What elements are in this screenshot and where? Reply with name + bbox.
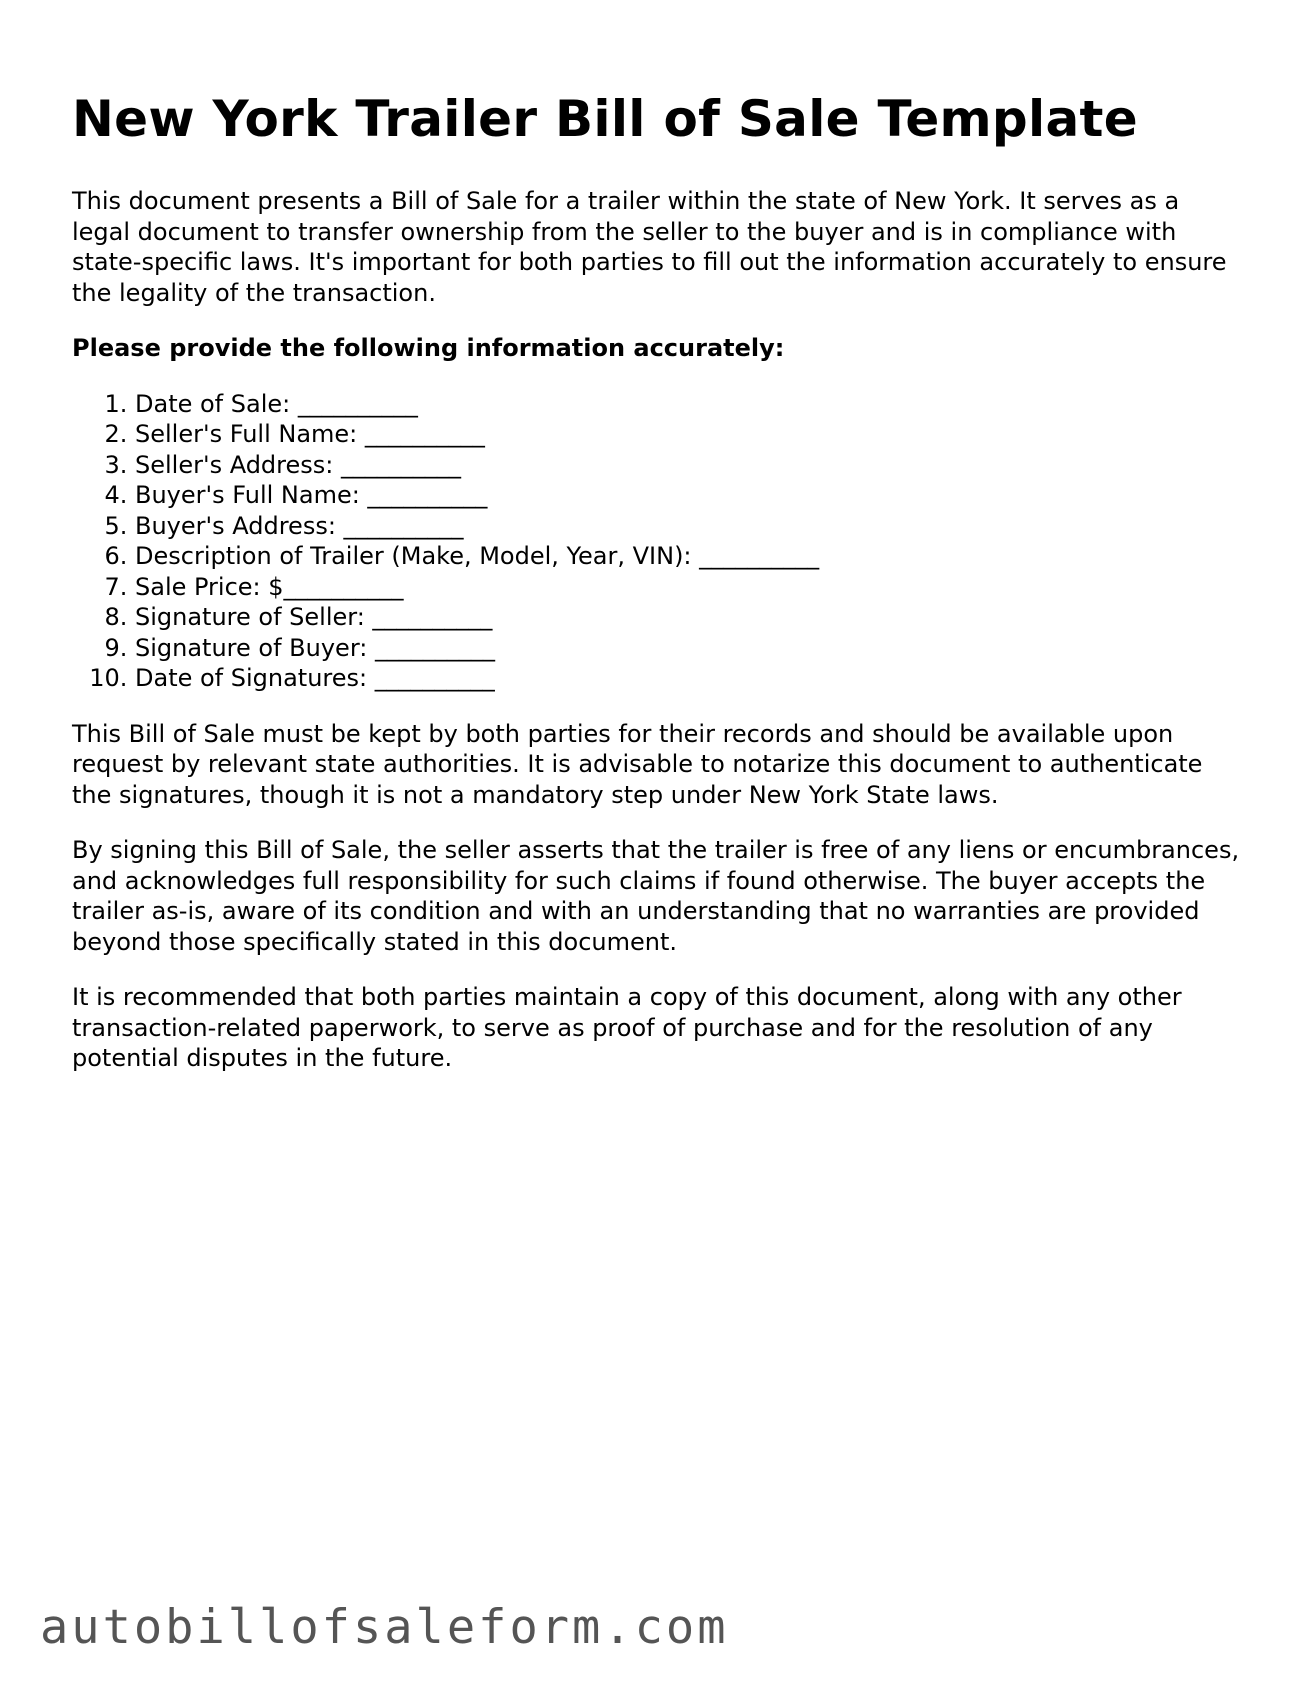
field-buyer-signature: 9. Signature of Buyer: __________ bbox=[135, 633, 1242, 664]
field-date-of-signatures: 10. Date of Signatures: __________ bbox=[135, 663, 1242, 694]
instructions-heading: Please provide the following information accurately: bbox=[72, 334, 785, 362]
intro-paragraph: This document presents a Bill of Sale for a trailer within the state of New York. It serves as a legal document to transfer ownership from the seller to the buyer and is in compliance with state-specific laws. It's important for both parties to fill out the information accurately to ensure the legality of the transaction. bbox=[72, 187, 1227, 307]
liens-paragraph: By signing this Bill of Sale, the seller asserts that the trailer is free of any liens or encumbrances, and acknowledges full responsibility for such claims if found otherwise. The buyer accepts the trailer as-is, aware of its condition and with an understanding that no warranties are provided beyond those specifically stated in this document. bbox=[72, 836, 1240, 956]
field-list bbox=[72, 389, 1242, 694]
field-trailer-description: 6. Description of Trailer (Make, Model, Year, VIN): __________ bbox=[135, 541, 1242, 572]
field-sale-price: 7. Sale Price: $__________ bbox=[135, 572, 1242, 603]
field-date-of-sale: 1. Date of Sale: __________ bbox=[135, 389, 1242, 420]
field-seller-address: 3. Seller's Address: __________ bbox=[135, 450, 1242, 481]
field-buyer-address: 5. Buyer's Address: __________ bbox=[135, 511, 1242, 542]
copy-recommendation-paragraph: It is recommended that both parties maintain a copy of this document, along with any other transaction-related paperwork, to serve as proof of purchase and for the resolution of any potential disputes in the future. bbox=[72, 983, 1182, 1072]
field-buyer-full-name: 4. Buyer's Full Name: __________ bbox=[135, 480, 1242, 511]
page-title: New York Trailer Bill of Sale Template bbox=[72, 90, 1138, 148]
records-paragraph: This Bill of Sale must be kept by both parties for their records and should be available upon request by relevant state authorities. It is advisable to notarize this document to authenticate the signatures, though it is not a mandatory step under New York State laws. bbox=[72, 719, 1203, 809]
site-watermark: autobillofsaleform.com bbox=[40, 1600, 729, 1655]
document-page bbox=[72, 84, 1242, 1099]
field-seller-full-name: 2. Seller's Full Name: __________ bbox=[135, 419, 1242, 450]
field-seller-signature: 8. Signature of Seller: __________ bbox=[135, 602, 1242, 633]
